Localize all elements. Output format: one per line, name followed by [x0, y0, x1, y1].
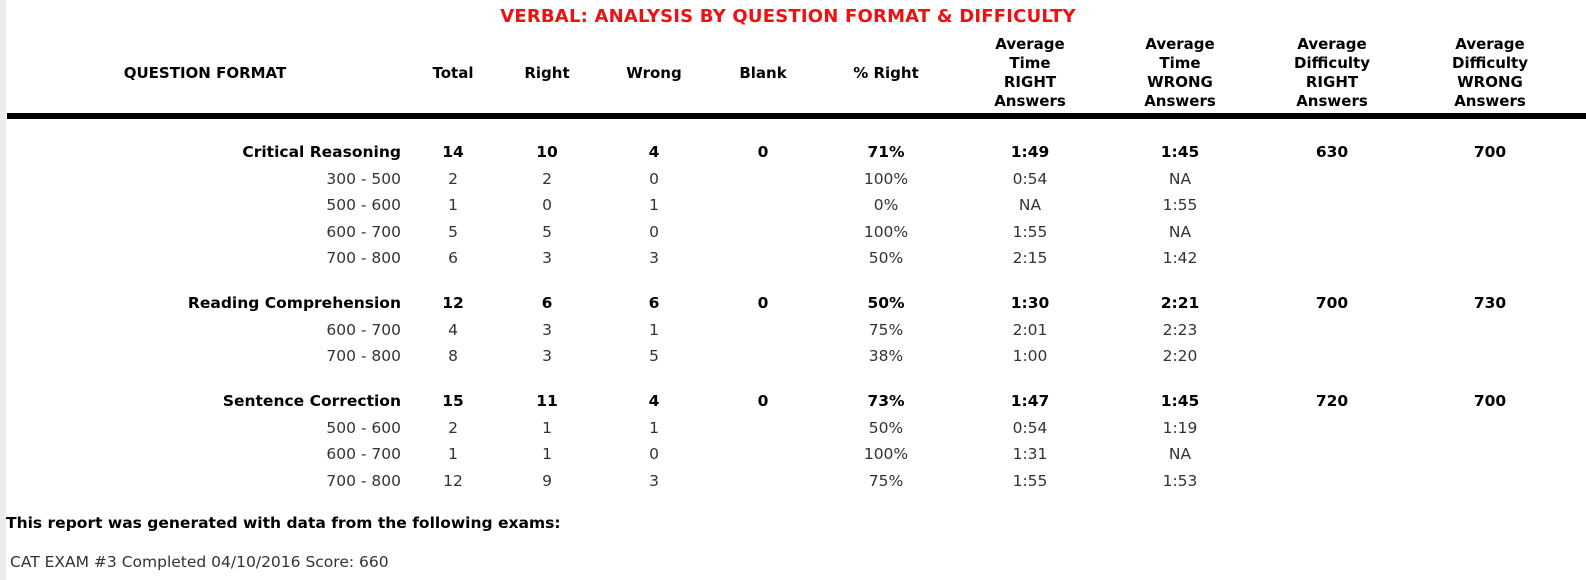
- cell-avg-difficulty-right: 630: [1315, 143, 1349, 161]
- difficulty-range-row: [0, 415, 1576, 441]
- cell-avg-time-right: 1:55: [1012, 222, 1048, 241]
- cell-format: 300 - 500: [326, 169, 401, 188]
- header-wrong: Wrong: [626, 63, 682, 82]
- cell-total: 2: [448, 169, 458, 188]
- cell-avg-time-wrong: 1:42: [1162, 249, 1198, 268]
- cell-total: 2: [448, 418, 458, 437]
- cell-total: 5: [448, 222, 458, 241]
- cell-right: 3: [542, 320, 552, 339]
- group-summary-row: [0, 290, 1576, 316]
- cell-avg-time-right: 0:54: [1012, 418, 1048, 437]
- difficulty-range-row: [0, 219, 1576, 245]
- cell-avg-difficulty-right: [1262, 219, 1402, 245]
- cell-blank: 0: [757, 294, 769, 312]
- header-avg-difficulty-wrong: Average Difficulty WRONG Answers: [1452, 35, 1528, 110]
- cell-blank: [723, 166, 803, 192]
- cell-avg-time-right: 1:47: [1010, 392, 1050, 410]
- cell-blank: [723, 441, 803, 467]
- cell-avg-difficulty-wrong: 700: [1473, 392, 1507, 410]
- cell-avg-time-wrong: NA: [1168, 222, 1192, 241]
- cell-format: 600 - 700: [326, 222, 401, 241]
- cell-total: 14: [442, 143, 464, 161]
- cell-avg-difficulty-right: [1262, 192, 1402, 218]
- cell-avg-difficulty-wrong: [1420, 441, 1560, 467]
- cell-avg-difficulty-right: [1262, 343, 1402, 369]
- cell-avg-time-wrong: 1:45: [1160, 143, 1200, 161]
- cell-wrong: 1: [649, 196, 659, 215]
- difficulty-range-row: [0, 343, 1576, 369]
- cell-right: 11: [536, 392, 558, 410]
- group-summary-row: [0, 139, 1576, 165]
- cell-blank: [723, 317, 803, 343]
- cell-avg-difficulty-wrong: [1420, 415, 1560, 441]
- cell-format: 600 - 700: [326, 320, 401, 339]
- cell-format: 700 - 800: [326, 471, 401, 490]
- cell-avg-difficulty-wrong: 700: [1473, 143, 1507, 161]
- cell-total: 1: [448, 196, 458, 215]
- cell-right: 0: [542, 196, 552, 215]
- cell-total: 8: [448, 347, 458, 366]
- difficulty-range-row: [0, 317, 1576, 343]
- cell-avg-time-wrong: 2:20: [1162, 347, 1198, 366]
- cell-avg-difficulty-right: 720: [1315, 392, 1349, 410]
- cell-avg-difficulty-right: [1262, 245, 1402, 271]
- cell-avg-time-wrong: 1:19: [1162, 418, 1198, 437]
- cell-avg-time-right: 1:49: [1010, 143, 1050, 161]
- cell-avg-time-wrong: NA: [1168, 169, 1192, 188]
- cell-avg-time-right: NA: [1018, 196, 1042, 215]
- cell-total: 12: [442, 294, 464, 312]
- cell-avg-time-wrong: 2:23: [1162, 320, 1198, 339]
- cell-format: Reading Comprehension: [187, 294, 401, 312]
- cell-wrong: 0: [649, 445, 659, 464]
- cell-avg-difficulty-wrong: [1420, 245, 1560, 271]
- cell-right: 3: [542, 347, 552, 366]
- cell-avg-time-wrong: 1:55: [1162, 196, 1198, 215]
- cell-blank: [723, 468, 803, 494]
- difficulty-range-row: [0, 468, 1576, 494]
- cell-avg-difficulty-right: [1262, 166, 1402, 192]
- cell-avg-time-right: 1:30: [1010, 294, 1050, 312]
- cell-right: 1: [542, 445, 552, 464]
- cell-wrong: 3: [649, 471, 659, 490]
- cell-format: 500 - 600: [326, 196, 401, 215]
- cell-percent-right: 50%: [868, 418, 904, 437]
- header-percent-right: % Right: [853, 63, 919, 82]
- cell-percent-right: 73%: [867, 392, 905, 410]
- cell-format: 700 - 800: [326, 249, 401, 268]
- cell-percent-right: 50%: [867, 294, 905, 312]
- cell-total: 6: [448, 249, 458, 268]
- cell-avg-time-wrong: 1:45: [1160, 392, 1200, 410]
- cell-avg-time-right: 1:55: [1012, 471, 1048, 490]
- cell-right: 2: [542, 169, 552, 188]
- cell-avg-time-right: 1:31: [1012, 445, 1048, 464]
- cell-format: Sentence Correction: [222, 392, 401, 410]
- cell-avg-time-wrong: 2:21: [1160, 294, 1200, 312]
- cell-avg-time-wrong: NA: [1168, 445, 1192, 464]
- cell-avg-difficulty-right: [1262, 317, 1402, 343]
- cell-avg-difficulty-wrong: 730: [1473, 294, 1507, 312]
- cell-wrong: 5: [649, 347, 659, 366]
- header-divider: [7, 113, 1586, 119]
- cell-percent-right: 75%: [868, 471, 904, 490]
- difficulty-range-row: [0, 441, 1576, 467]
- cell-right: 1: [542, 418, 552, 437]
- header-right: Right: [524, 63, 570, 82]
- cell-wrong: 0: [649, 222, 659, 241]
- cell-avg-difficulty-wrong: [1420, 219, 1560, 245]
- cell-total: 1: [448, 445, 458, 464]
- report-footer-note: This report was generated with data from the following exams:: [6, 514, 561, 532]
- difficulty-range-row: [0, 245, 1576, 271]
- difficulty-range-row: [0, 192, 1576, 218]
- group-summary-row: [0, 388, 1576, 414]
- cell-total: 12: [443, 471, 463, 490]
- table-header-row: [0, 34, 1576, 112]
- cell-percent-right: 0%: [873, 196, 899, 215]
- cell-wrong: 4: [648, 392, 660, 410]
- exam-source-line: CAT EXAM #3 Completed 04/10/2016 Score: 660: [10, 553, 389, 571]
- cell-blank: [723, 245, 803, 271]
- difficulty-range-row: [0, 166, 1576, 192]
- cell-avg-difficulty-wrong: [1420, 192, 1560, 218]
- cell-wrong: 3: [649, 249, 659, 268]
- cell-blank: 0: [757, 392, 769, 410]
- cell-avg-difficulty-right: [1262, 468, 1402, 494]
- cell-wrong: 4: [648, 143, 660, 161]
- cell-avg-time-right: 0:54: [1012, 169, 1048, 188]
- cell-percent-right: 100%: [863, 445, 909, 464]
- cell-blank: [723, 415, 803, 441]
- header-question-format: QUESTION FORMAT: [123, 63, 287, 82]
- cell-format: 500 - 600: [326, 418, 401, 437]
- cell-blank: [723, 192, 803, 218]
- cell-percent-right: 100%: [863, 169, 909, 188]
- header-avg-time-right: Average Time RIGHT Answers: [994, 35, 1066, 110]
- cell-blank: [723, 219, 803, 245]
- cell-format: Critical Reasoning: [242, 143, 401, 161]
- cell-avg-time-wrong: 1:53: [1162, 471, 1198, 490]
- header-total: Total: [432, 63, 474, 82]
- cell-avg-difficulty-right: 700: [1315, 294, 1349, 312]
- cell-percent-right: 50%: [868, 249, 904, 268]
- cell-avg-time-right: 1:00: [1012, 347, 1048, 366]
- header-avg-time-wrong: Average Time WRONG Answers: [1144, 35, 1216, 110]
- cell-right: 6: [541, 294, 553, 312]
- cell-format: 600 - 700: [326, 445, 401, 464]
- header-blank: Blank: [739, 63, 787, 82]
- cell-avg-time-right: 2:15: [1012, 249, 1048, 268]
- cell-wrong: 0: [649, 169, 659, 188]
- cell-right: 9: [542, 471, 552, 490]
- cell-format: 700 - 800: [326, 347, 401, 366]
- cell-avg-time-right: 2:01: [1012, 320, 1048, 339]
- cell-percent-right: 38%: [868, 347, 904, 366]
- cell-right: 3: [542, 249, 552, 268]
- cell-avg-difficulty-wrong: [1420, 317, 1560, 343]
- cell-right: 10: [536, 143, 558, 161]
- cell-avg-difficulty-wrong: [1420, 166, 1560, 192]
- cell-percent-right: 100%: [863, 222, 909, 241]
- cell-percent-right: 75%: [868, 320, 904, 339]
- cell-wrong: 1: [649, 418, 659, 437]
- cell-avg-difficulty-wrong: [1420, 343, 1560, 369]
- cell-right: 5: [542, 222, 552, 241]
- header-avg-difficulty-right: Average Difficulty RIGHT Answers: [1294, 35, 1370, 110]
- cell-avg-difficulty-right: [1262, 441, 1402, 467]
- report-title: VERBAL: ANALYSIS BY QUESTION FORMAT & DIFFICULTY: [500, 6, 1076, 27]
- cell-avg-difficulty-wrong: [1420, 468, 1560, 494]
- cell-total: 4: [448, 320, 458, 339]
- cell-wrong: 6: [648, 294, 660, 312]
- cell-blank: [723, 343, 803, 369]
- cell-avg-difficulty-right: [1262, 415, 1402, 441]
- cell-total: 15: [442, 392, 464, 410]
- cell-wrong: 1: [649, 320, 659, 339]
- cell-percent-right: 71%: [867, 143, 905, 161]
- cell-blank: 0: [757, 143, 769, 161]
